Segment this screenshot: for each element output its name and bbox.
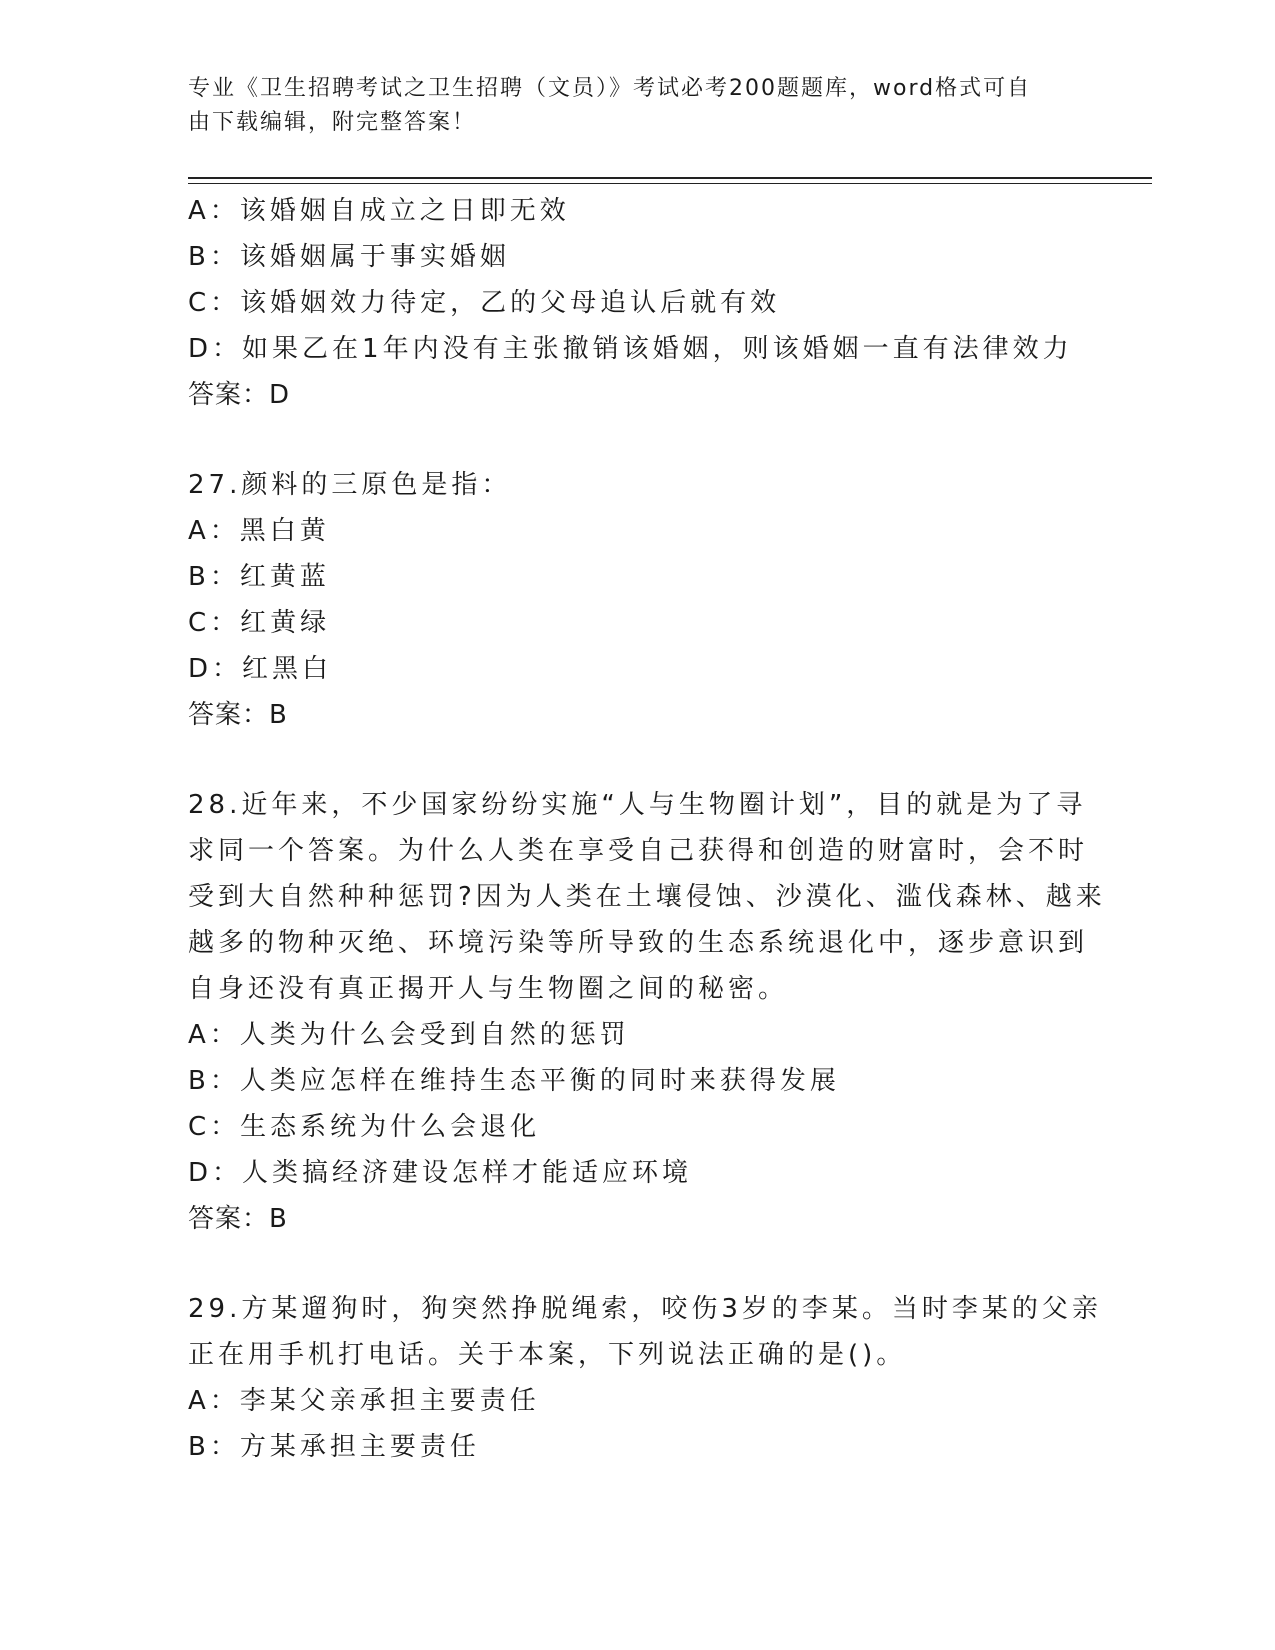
question-28 [188, 782, 1106, 1242]
question-27 [188, 462, 1088, 738]
question-29 [188, 1286, 1102, 1470]
q28-option-d: D：人类搞经济建设怎样才能适应环境 [188, 1158, 693, 1188]
spacer [188, 738, 1088, 782]
q27-stem: 27.颜料的三原色是指： [188, 470, 512, 500]
spacer [188, 1242, 1088, 1286]
q28-option-b: B：人类应怎样在维持生态平衡的同时来获得发展 [188, 1066, 840, 1096]
header-rule-thin [188, 183, 1152, 184]
q27-option-d: D：红黑白 [188, 654, 333, 684]
document-header [188, 72, 1068, 140]
q26-option-d: D：如果乙在1年内没有主张撤销该婚姻，则该婚姻一直有法律效力 [188, 334, 1073, 364]
spacer [188, 418, 1088, 462]
header-line-2: 由下载编辑，附完整答案！ [188, 110, 477, 135]
q26-answer: 答案：D [188, 380, 291, 410]
q26-option-b: B：该婚姻属于事实婚姻 [188, 242, 510, 272]
q28-stem-line-2: 求同一个答案。为什么人类在享受自己获得和创造的财富时，会不时 [188, 836, 1089, 866]
header-line-1: 专业《卫生招聘考试之卫生招聘（文员）》考试必考200题题库，word格式可自 [188, 76, 1032, 101]
q28-option-c: C：生态系统为什么会退化 [188, 1112, 541, 1142]
q29-option-a: A：李某父亲承担主要责任 [188, 1386, 540, 1416]
q28-option-a: A：人类为什么会受到自然的惩罚 [188, 1020, 630, 1050]
header-rule-thick [188, 177, 1152, 179]
question-content [188, 188, 1106, 1470]
q27-option-a: A：黑白黄 [188, 516, 330, 546]
q27-option-b: B：红黄蓝 [188, 562, 330, 592]
q27-answer: 答案：B [188, 700, 288, 730]
q29-stem-line-1: 29.方某遛狗时，狗突然挣脱绳索，咬伤3岁的李某。当时李某的父亲 [188, 1294, 1102, 1324]
q28-stem-line-3: 受到大自然种种惩罚?因为人类在土壤侵蚀、沙漠化、滥伐森林、越来 [188, 882, 1106, 912]
q29-stem-line-2: 正在用手机打电话。关于本案，下列说法正确的是()。 [188, 1340, 907, 1370]
q26-option-a: A：该婚姻自成立之日即无效 [188, 196, 570, 226]
q28-stem-line-4: 越多的物种灭绝、环境污染等所导致的生态系统退化中，逐步意识到 [188, 928, 1089, 958]
q27-option-c: C：红黄绿 [188, 608, 331, 638]
q26-option-c: C：该婚姻效力待定，乙的父母追认后就有效 [188, 288, 781, 318]
q28-answer: 答案：B [188, 1204, 288, 1234]
question-26 [188, 188, 1088, 418]
q29-option-b: B：方某承担主要责任 [188, 1432, 480, 1462]
q28-stem-line-1: 28.近年来，不少国家纷纷实施“人与生物圈计划”，目的就是为了寻 [188, 790, 1087, 820]
q28-stem-line-5: 自身还没有真正揭开人与生物圈之间的秘密。 [188, 974, 789, 1004]
